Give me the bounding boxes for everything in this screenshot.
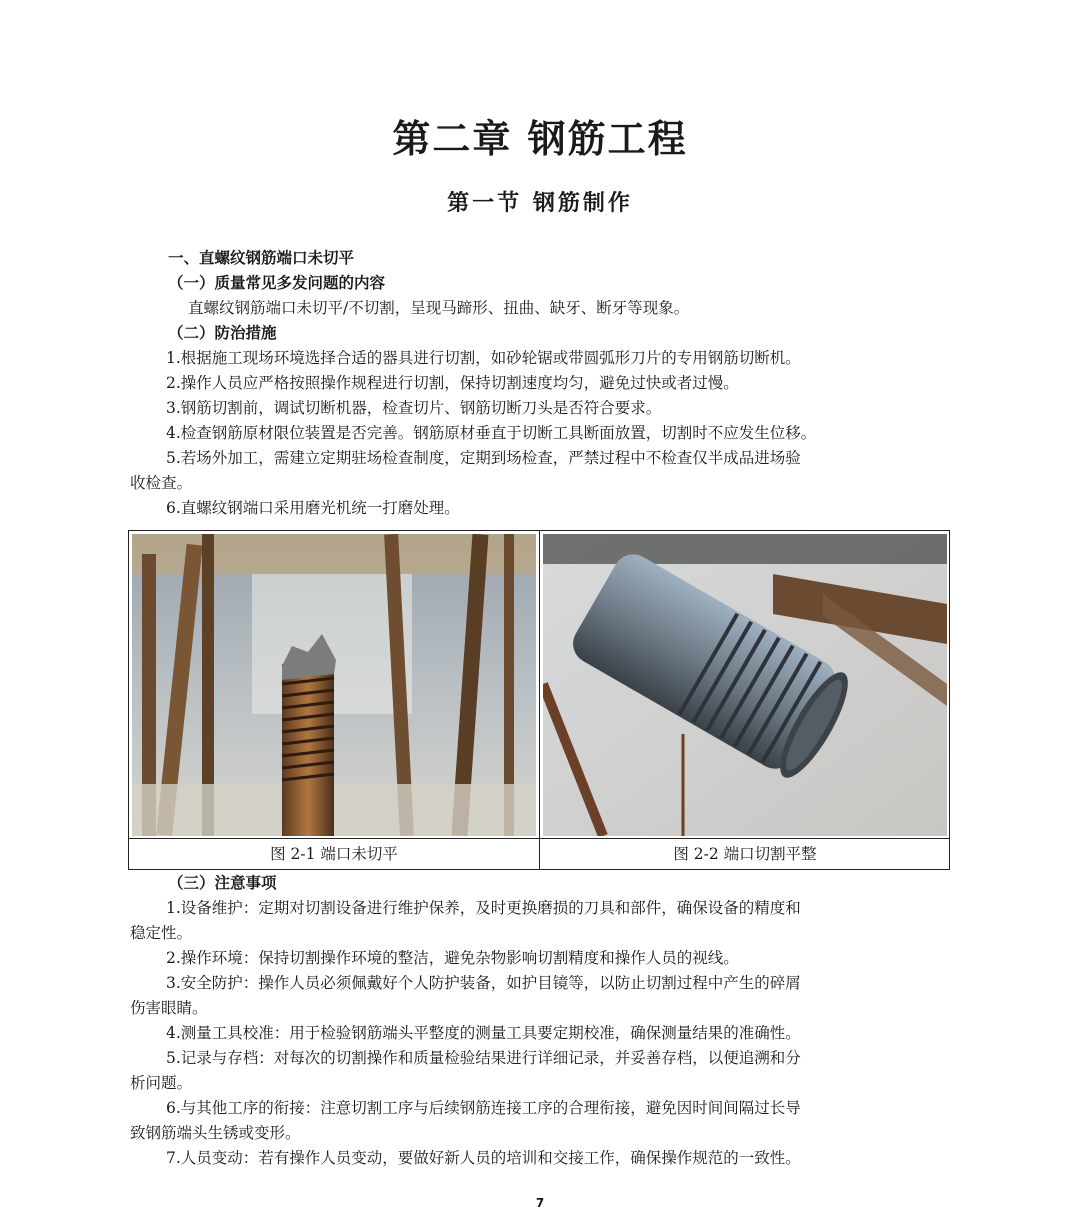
subheading-2: （二）防治措施 xyxy=(168,324,277,342)
note-line: 致钢筋端头生锈或变形。 xyxy=(130,1124,301,1142)
figure-caption-right: 图 2-2 端口切割平整 xyxy=(673,845,817,863)
note-line: 6.与其他工序的衔接：注意切割工序与后续钢筋连接工序的合理衔接，避免因时间间隔过长导 xyxy=(166,1099,801,1117)
rebar-uneven-end-photo xyxy=(132,534,536,836)
measure-line: 2.操作人员应严格按照操作规程进行切割，保持切割速度均匀，避免过快或者过慢。 xyxy=(166,374,739,392)
note-line: 伤害眼睛。 xyxy=(130,999,208,1017)
measure-line: 3.钢筋切割前，调试切断机器，检查切片、钢筋切断刀头是否符合要求。 xyxy=(166,399,662,417)
note-line: 3.安全防护：操作人员必须佩戴好个人防护装备，如护目镜等，以防止切割过程中产生的碎屑 xyxy=(166,974,801,992)
subheading-1: （一）质量常见多发问题的内容 xyxy=(168,274,386,292)
page-number: 7 xyxy=(535,1196,545,1210)
note-line: 5.记录与存档：对每次的切割操作和质量检验结果进行详细记录，并妥善存档，以便追溯和分 xyxy=(166,1049,801,1067)
heading-1: 一、直螺纹钢筋端口未切平 xyxy=(168,249,355,267)
note-line: 析问题。 xyxy=(130,1074,193,1092)
figure-table xyxy=(128,530,950,870)
subheading-1-text: 直螺纹钢筋端口未切平/不切割，呈现马蹄形、扭曲、缺牙、断牙等现象。 xyxy=(188,299,690,317)
figure-caption-left: 图 2-1 端口未切平 xyxy=(270,845,398,863)
note-line: 4.测量工具校准：用于检验钢筋端头平整度的测量工具要定期校准，确保测量结果的准确性。 xyxy=(166,1024,801,1042)
measure-line: 1.根据施工现场环境选择合适的器具进行切割，如砂轮锯或带圆弧形刀片的专用钢筋切断机。 xyxy=(166,349,801,367)
note-line: 1.设备维护：定期对切割设备进行维护保养，及时更换磨损的刀具和部件，确保设备的精度和 xyxy=(166,899,801,917)
note-line: 7.人员变动：若有操作人员变动，要做好新人员的培训和交接工作，确保操作规范的一致性。 xyxy=(166,1149,801,1167)
measure-line: 4.检查钢筋原材限位装置是否完善。钢筋原材垂直于切断工具断面放置，切割时不应发生位移。 xyxy=(166,424,817,442)
measure-line: 5.若场外加工，需建立定期驻场检查制度，定期到场检查，严禁过程中不检查仅半成品进场验 xyxy=(166,449,801,467)
figure-divider xyxy=(539,531,540,869)
section-title: 第一节 钢筋制作 xyxy=(447,191,633,216)
subheading-3: （三）注意事项 xyxy=(168,874,277,892)
measure-line: 收检查。 xyxy=(130,474,193,492)
note-line: 稳定性。 xyxy=(130,924,193,942)
note-line: 2.操作环境：保持切割操作环境的整洁，避免杂物影响切割精度和操作人员的视线。 xyxy=(166,949,739,967)
measure-line: 6.直螺纹钢端口采用磨光机统一打磨处理。 xyxy=(166,499,460,517)
rebar-flat-end-photo xyxy=(543,534,947,836)
chapter-title: 第二章 钢筋工程 xyxy=(392,117,688,161)
caption-divider xyxy=(129,838,949,839)
